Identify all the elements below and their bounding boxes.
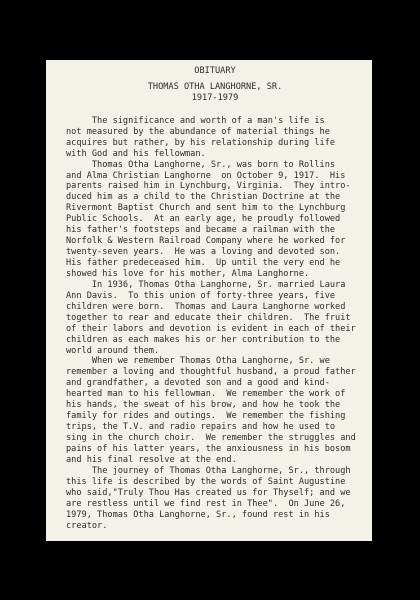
- text-line: His father predeceased him. Up until the very end he: [66, 258, 341, 269]
- obituary-body: [66, 116, 364, 532]
- text-line: showed his love for his mother, Alma Langhorne.: [66, 268, 310, 279]
- text-line: The journey of Thomas Otha Langhorne, Sr., through: [66, 465, 351, 476]
- text-line: duced him as a child to the Christian Doctrine at the: [66, 192, 341, 203]
- text-line: twenty-seven years. He was a loving and devoted son.: [66, 247, 341, 258]
- text-line: In 1936, Thomas Otha Langhorne, Sr. married Laura: [66, 279, 346, 290]
- text-line: sing in the church choir. We remember the struggles and: [66, 433, 356, 444]
- text-line: children as each makes his or her contribution to the: [66, 334, 341, 345]
- text-line: hearted man to his fellowman. We remember the work of: [66, 389, 346, 400]
- text-line: Public Schools. At an early age, he proudly followed: [66, 214, 341, 225]
- text-line: world around them.: [66, 345, 160, 356]
- life-years: 1917-1979: [191, 92, 239, 103]
- text-line: When we remember Thomas Otha Langhorne, Sr. we: [66, 356, 330, 367]
- text-line: remember a loving and thoughtful husband, a proud father: [66, 367, 356, 378]
- obituary-page: [46, 60, 372, 541]
- document-header: OBITUARY: [194, 66, 236, 76]
- text-line: creator.: [66, 520, 108, 531]
- text-line: trips, the T.V. and radio repairs and how he used to: [66, 422, 336, 433]
- text-line: family for rides and outings. We remember the fishing: [66, 411, 346, 422]
- text-line: his father's footsteps and became a railman with the: [66, 225, 336, 236]
- deceased-name: THOMAS OTHA LANGHORNE, SR.: [147, 81, 283, 92]
- text-line: and grandfather, a devoted son and a good and kind-: [66, 378, 330, 389]
- text-line: his hands, the sweat of his brow, and how he took the: [66, 400, 341, 411]
- text-line: The significance and worth of a man's life is: [66, 115, 325, 126]
- text-line: this life is described by the words of Saint Augustine: [66, 476, 346, 487]
- text-line: Norfolk & Western Railroad Company where he worked for: [66, 236, 346, 247]
- text-line: parents raised him in Lynchburg, Virginia. They intro-: [66, 181, 351, 192]
- text-line: Ann Davis. To this union of forty-three years, five: [66, 290, 336, 301]
- text-line: together to rear and educate their children. The fruit: [66, 312, 351, 323]
- text-line: and his final resolve at the end.: [66, 454, 237, 465]
- text-line: pains of his latter years, the anxiousness in his bosom: [66, 443, 351, 454]
- text-line: are restless until we find rest in Thee". On June 26,: [66, 498, 346, 509]
- text-line: and Alma Christian Langhorne on October 9, 1917. His: [66, 170, 346, 181]
- text-line: acquires but rather, by his relationship during life: [66, 137, 336, 148]
- text-line: with God and his fellowman.: [66, 148, 206, 159]
- text-line: of their labors and devotion is evident in each of their: [66, 323, 356, 334]
- text-line: 1979, Thomas Otha Langhorne, Sr., found rest in his: [66, 509, 330, 520]
- text-line: children were born. Thomas and Laura Langhorne worked: [66, 301, 346, 312]
- text-line: who said,"Truly Thou Has created us for Thyself; and we: [66, 487, 351, 498]
- text-line: not measured by the abundance of material things he: [66, 126, 330, 137]
- text-line: Rivermont Baptist Church and sent him to the Lynchburg: [66, 203, 346, 214]
- text-line: Thomas Otha Langhorne, Sr., was born to Rollins: [66, 159, 336, 170]
